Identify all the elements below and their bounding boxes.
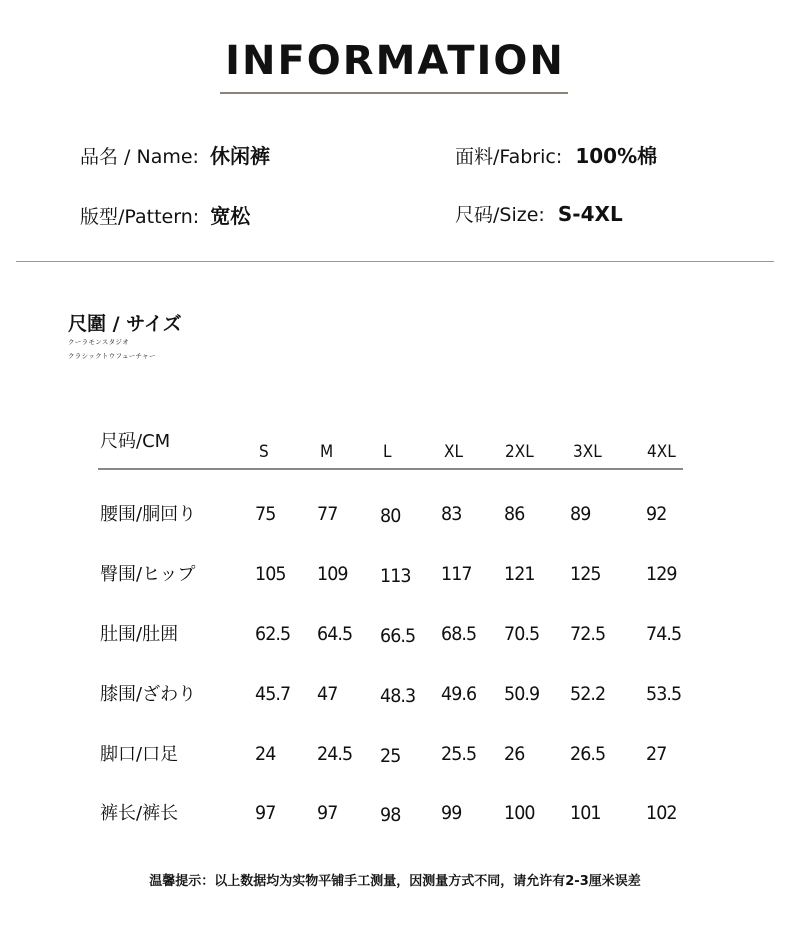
section-divider [16,261,774,262]
table-cell: 117 [441,563,472,585]
table-cell: 62.5 [255,623,291,645]
table-cell: 25 [380,745,401,767]
logo-subtitle-2: クラシックトウフューチャー [68,352,156,360]
table-cell: 24 [255,743,276,765]
table-cell: 83 [441,503,462,525]
row-label-belly: 肚围/肚囲 [100,624,179,645]
col-header-4xl: 4XL [647,442,676,462]
table-cell: 102 [646,802,677,824]
header-rule [98,468,683,470]
table-cell: 68.5 [441,623,477,645]
table-cell: 25.5 [441,743,477,765]
table-cell: 74.5 [646,623,682,645]
table-cell: 121 [504,563,535,585]
pattern-value: 宽松 [210,204,251,228]
table-cell: 129 [646,563,677,585]
table-cell: 101 [570,802,601,824]
table-cell: 27 [646,743,667,765]
table-cell: 24.5 [317,743,353,765]
row-label-hip: 臀围/ヒップ [100,564,196,585]
table-cell: 50.9 [504,683,540,705]
table-cell: 99 [441,802,462,824]
table-cell: 100 [504,802,535,824]
table-cell: 77 [317,503,338,525]
col-header-3xl: 3XL [573,442,602,462]
table-cell: 48.3 [380,685,416,707]
table-cell: 86 [504,503,525,525]
table-cell: 89 [570,503,591,525]
table-cell: 105 [255,563,286,585]
name-value: 休闲裤 [210,144,271,168]
size-label: 尺码/Size: [455,204,545,226]
table-corner-label: 尺码/CM [100,431,171,452]
table-cell: 26.5 [570,743,606,765]
table-cell: 97 [255,802,276,824]
table-cell: 75 [255,503,276,525]
table-cell: 47 [317,683,338,705]
info-name [80,140,270,169]
col-header-m: M [320,442,334,462]
col-header-l: L [383,442,392,462]
size-logo: 尺圍 / サイズ [68,313,182,335]
table-cell: 125 [570,563,601,585]
logo-subtitle-1: クーラモンスタジオ [68,338,130,346]
size-value: S-4XL [557,202,623,226]
col-header-s: S [259,442,269,462]
row-label-waist: 腰围/胴回り [100,504,197,525]
table-cell: 45.7 [255,683,291,705]
table-cell: 109 [317,563,348,585]
fabric-value: 100%棉 [575,144,658,168]
row-label-hem: 脚口/口足 [100,744,179,765]
table-cell: 70.5 [504,623,540,645]
info-fabric [455,140,657,169]
table-cell: 64.5 [317,623,353,645]
col-header-2xl: 2XL [505,442,534,462]
table-cell: 52.2 [570,683,606,705]
title-underline [220,92,568,94]
table-cell: 66.5 [380,625,416,647]
measurement-note: 温馨提示：以上数据均为实物平铺手工测量，因测量方式不同，请允许有2-3厘米误差 [149,874,641,889]
row-label-length: 裤长/裤长 [100,803,179,824]
table-cell: 80 [380,505,401,527]
table-cell: 98 [380,804,401,826]
info-pattern [80,200,250,229]
table-cell: 97 [317,802,338,824]
name-label: 品名 / Name: [80,146,199,168]
table-cell: 92 [646,503,667,525]
page-title: INFORMATION [225,38,565,84]
table-cell: 49.6 [441,683,477,705]
table-cell: 72.5 [570,623,606,645]
table-cell: 113 [380,565,411,587]
col-header-xl: XL [444,442,464,462]
fabric-label: 面料/Fabric: [455,146,563,168]
info-size [455,200,623,227]
pattern-label: 版型/Pattern: [80,206,200,228]
row-label-knee: 膝围/ざわり [100,684,197,705]
table-cell: 26 [504,743,525,765]
table-cell: 53.5 [646,683,682,705]
